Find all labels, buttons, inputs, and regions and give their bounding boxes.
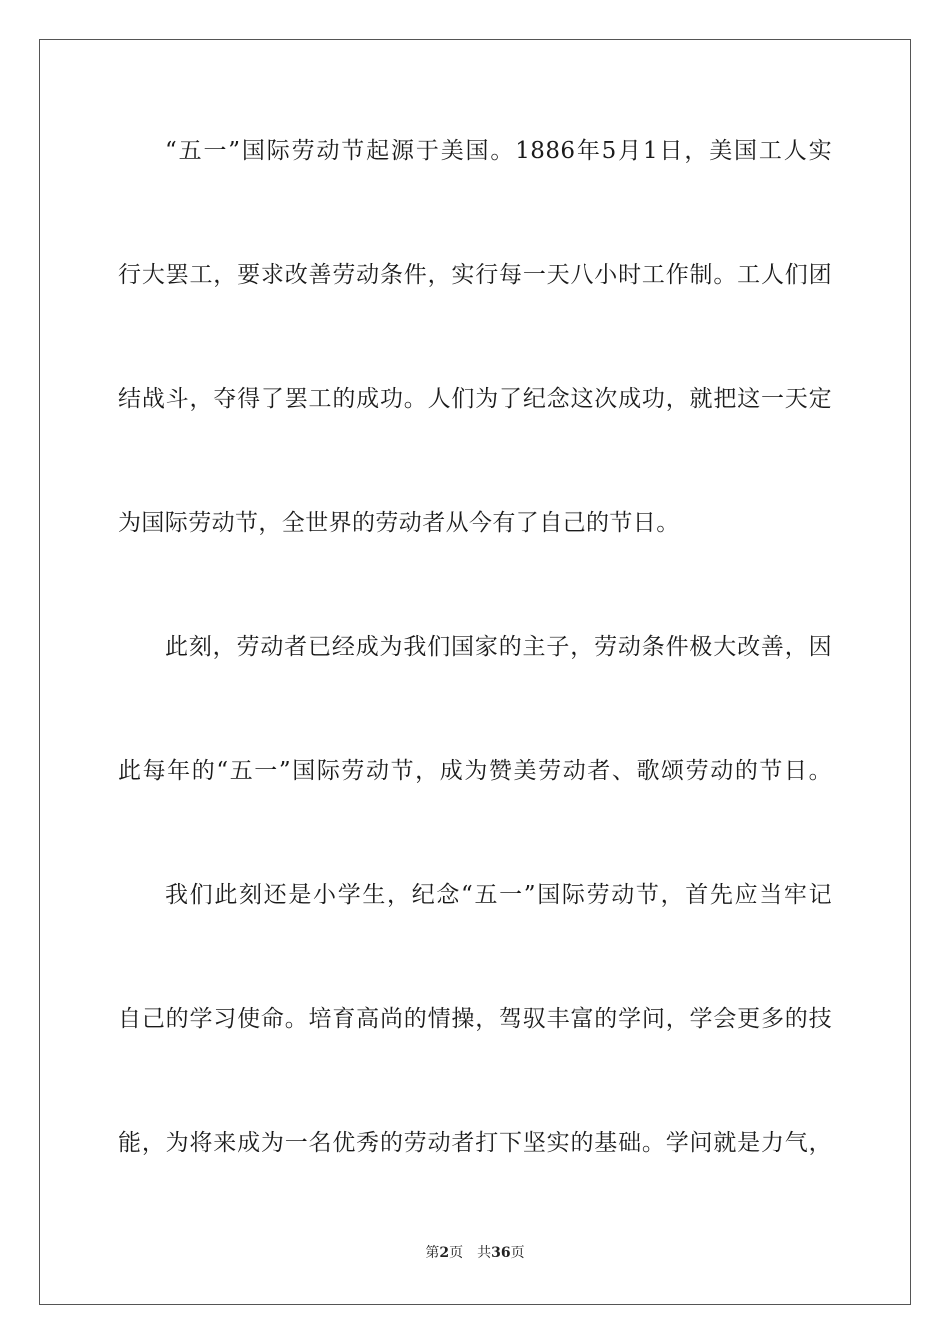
total-label-suffix: 页: [510, 1245, 525, 1261]
paragraph-1-line-4: 为国际劳动节，全世界的劳动者从今有了自己的节日。: [118, 510, 680, 536]
paragraph-3-line-3: 能，为将来成为一名优秀的劳动者打下坚实的基础。学问就是力气，: [118, 1130, 832, 1156]
total-label-prefix: 共: [477, 1245, 492, 1261]
page-number: 2: [439, 1245, 450, 1261]
paragraph-1-line-2: 行大罢工，要求改善劳动条件，实行每一天八小时工作制。工人们团: [118, 262, 832, 288]
paragraph-3-line-1: 我们此刻还是小学生，纪念“五一”国际劳动节，首先应当牢记: [165, 882, 832, 908]
page-border: [39, 39, 911, 1305]
total-pages: 36: [491, 1245, 511, 1261]
page-label-suffix: 页: [449, 1245, 464, 1261]
paragraph-2-line-1: 此刻，劳动者已经成为我们国家的主子，劳动条件极大改善，因: [165, 634, 832, 660]
paragraph-2-line-2: 此每年的“五一”国际劳动节，成为赞美劳动者、歌颂劳动的节日。: [118, 758, 832, 784]
page-label-prefix: 第: [425, 1245, 440, 1261]
paragraph-1-line-1: “五一”国际劳动节起源于美国。1886年5月1日，美国工人实: [165, 138, 832, 164]
page-footer: [0, 1244, 950, 1262]
paragraph-3-line-2: 自己的学习使命。培育高尚的情操，驾驭丰富的学问，学会更多的技: [118, 1006, 832, 1032]
paragraph-1-line-3: 结战斗，夺得了罢工的成功。人们为了纪念这次成功，就把这一天定: [118, 386, 832, 412]
